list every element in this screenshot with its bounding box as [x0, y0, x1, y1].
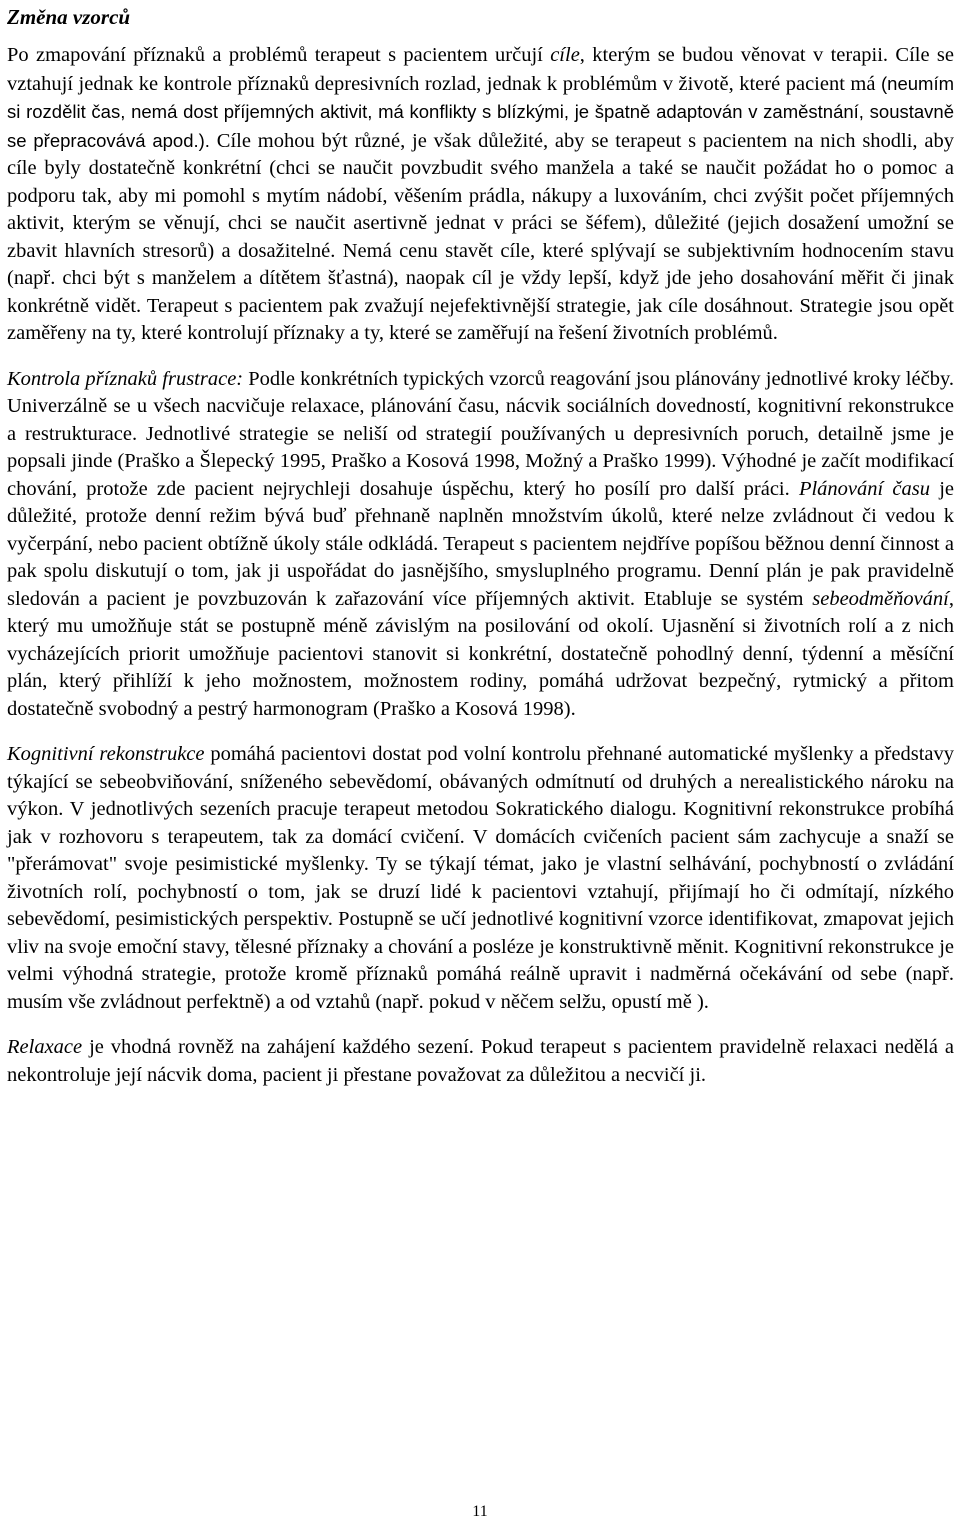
document-page	[7, 0, 954, 1089]
paragraph-relaxation: Relaxace je vhodná rovněž na zahájení každého sezení. Pokud terapeut s pacientem pravidelně relaxaci nedělá a nekontroluje její nácvik doma, pacient ji přestane považovat za důležitou a necvičí ji.	[7, 1036, 954, 1086]
section-heading: Změna vzorců	[7, 5, 131, 29]
paragraph-symptom-control: Kontrola příznaků frustrace: Podle konkrétních typických vzorců reagování jsou plánovány jednotlivé kroky léčby. Univerzálně se u všech nacvičuje relaxace, plánování času, nácvik sociálních dovedností, kognitivní rekonstrukce a restrukturace. Jednotlivé strategie se neliší od strategií používaných u depresivních poruch, detailně jsme je popsali jinde (Praško a Šlepecký 1995, Praško a Kosová 1998, Možný a Praško 1999). Výhodné je začít modifikací chování, protože zde pacient nejrychleji dosahuje úspěchu, který ho posílí pro další práci. Plánování času je důležité, protože denní režim bývá buď přehnaně naplněn množstvím úkolů, které nelze zvládnout či vedou k vyčerpání, nebo pacient obtížně úkoly stále odkládá. Terapeut s pacientem nejdříve popíšou běžnou denní činnost a pak spolu diskutují o tom, jak ji uspořádat do jasnějšího, smysluplného programu. Denní plán je pak pravidelně sledován a pacient je povzbuzován k zařazování více příjemných aktivit. Etabluje se systém sebeodměňování, který mu umožňuje stát se postupně méně závislým na posilování od okolí. Ujasnění si životních rolí a z nich vycházejících priorit umožňuje pacientovi stanovit si konkrétní, dostatečně pohodlný denní, týdenní a měsíční plán, který přihlíží k jeho možnostem, možnostem rodiny, pomáhá udržovat bezpečný, rytmický a přitom dostatečně svobodný a pestrý harmonogram (Praško a Kosová 1998).	[7, 367, 954, 720]
paragraph-cognitive-reconstruction: Kognitivní rekonstrukce pomáhá pacientovi dostat pod volní kontrolu přehnané automatické myšlenky a představy týkající se sebeobviňování, sníženého sebevědomí, obávaných odmítnutí od druhých a nerealistického nároku na výkon. V jednotlivých sezeních pracuje terapeut metodou Sokratického dialogu. Kognitivní rekonstrukce probíhá jak v rozhovoru s terapeutem, tak za domácí cvičení. V domácích cvičeních pacient sám zachycuje a snaží se "přerámovat" svoje pesimistické myšlenky. Ty se týkají témat, jako je vlastní selhávání, pochybností o zvládání životních rolí, pochybností o tom, jak se druzí lidé k pacientovi vztahují, přijímají ho či odmítají, nízkého sebevědomí, pesimistických perspektiv. Postupně se učí jednotlivé kognitivní vzorce identifikovat, zmapovat jejich vliv na svoje emoční stavy, tělesné příznaky a chování a posléze je konstruktivně měnit. Kognitivní rekonstrukce je velmi výhodná strategie, protože kromě příznaků pomáhá reálně upravit i nadměrná očekávání od sebe (např. musím vše zvládnout perfektně) a od vztahů (např. pokud v něčem selžu, opustí mě ).	[7, 743, 954, 1013]
page-number: 11	[472, 1503, 488, 1520]
paragraph-goals: Po zmapování příznaků a problémů terapeut s pacientem určují cíle, kterým se budou věnovat v terapii. Cíle se vztahují jednak ke kontrole příznaků depresivních rozlad, jednak k problémům v životě, které pacient má (neumím si rozdělit čas, nemá dost příjemných aktivit, má konflikty s blízkými, je špatně adaptován v zaměstnání, soustavně se přepracovává apod.). Cíle mohou být různé, je však důležité, aby se terapeut s pacientem na nich shodli, aby cíle byly dostatečně konkrétní (chci se naučit povzbudit svého manžela a také se naučit požádat ho o pomoc a podporu tak, aby mi pomohl s mytím nádobí, věšením prádla, nákupy a luxováním, chci zvýšit počet příjemných aktivit, kterým se věnují, chci se naučit asertivně jednat v práci se šéfem), důležité (jejich dosažení umožní se zbavit hlavních stresorů) a dosažitelné. Nemá cenu stavět cíle, které splývají se subjektivním hodnocením stavu (např. chci být s manželem a dítětem šťastná), naopak cíl je vždy lepší, když jde jeho dosahování měřit či jinak konkrétně vidět. Terapeut s pacientem pak zvažují nejefektivnější strategie, jak cíle dosáhnout. Strategie jsou opět zaměřeny na ty, které kontrolují příznaky a ty, které se zaměřují na řešení životních problémů.	[7, 44, 955, 344]
